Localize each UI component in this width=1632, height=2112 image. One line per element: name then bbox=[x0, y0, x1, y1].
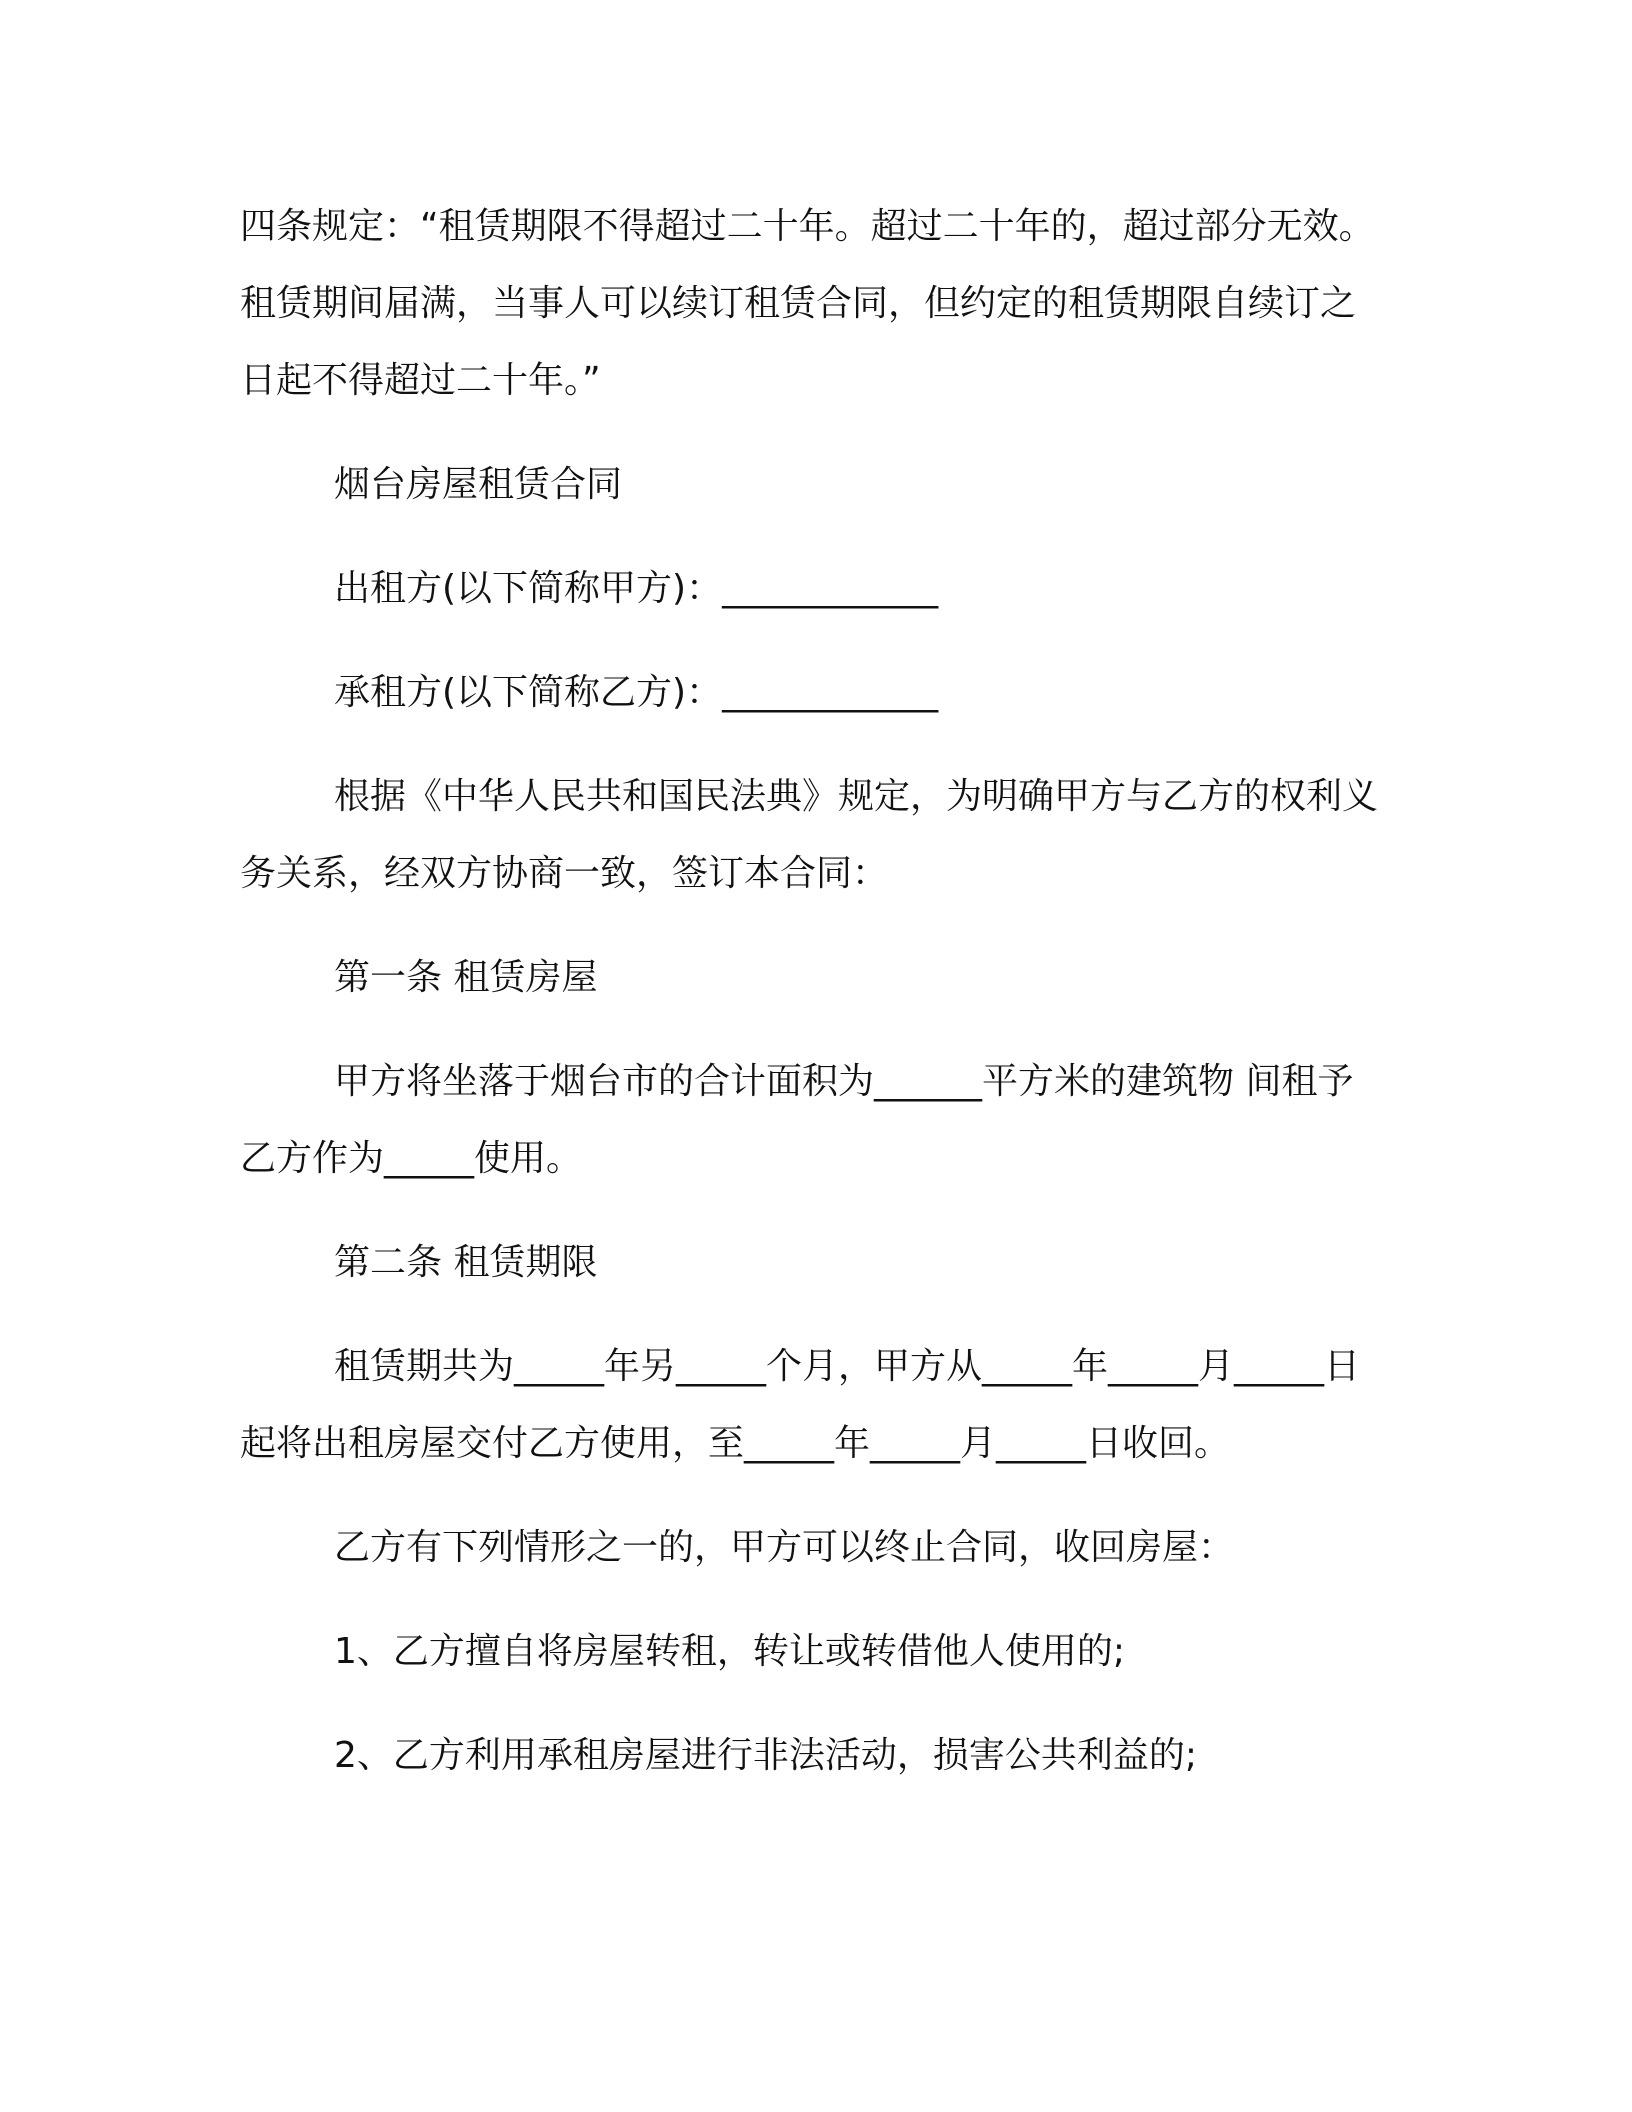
termination-conditions: 乙方有下列情形之一的，甲方可以终止合同，收回房屋： bbox=[334, 1527, 1235, 1568]
condition-item-1: 1、乙方擅自将房屋转租，转让或转借他人使用的; bbox=[334, 1631, 1126, 1672]
article-1-body: 甲方将坐落于烟台市的合计面积为______平方米的建筑物 间租予乙方作为_____使用。 bbox=[240, 1061, 1354, 1179]
article-2-heading: 第二条 租赁期限 bbox=[334, 1242, 598, 1283]
condition-item-2: 2、乙方利用承租房屋进行非法活动，损害公共利益的; bbox=[334, 1735, 1198, 1776]
lessor-line: 出租方(以下简称甲方)：____________ bbox=[334, 568, 939, 609]
lessee-line: 承租方(以下简称乙方)：____________ bbox=[334, 672, 939, 713]
article-1-heading: 第一条 租赁房屋 bbox=[334, 957, 598, 998]
article-2-body: 租赁期共为_____年另_____个月，甲方从_____年_____月_____日起将出租房屋交付乙方使用，至_____年_____月_____日收回。 bbox=[240, 1346, 1361, 1464]
paragraph-lease-term-law: 四条规定：“租赁期限不得超过二十年。超过二十年的，超过部分无效。租赁期间届满，当事人可以续订租赁合同，但约定的租赁期限自续订之日起不得超过二十年。” bbox=[240, 206, 1375, 401]
document-body bbox=[240, 188, 1380, 1821]
paragraph-basis: 根据《中华人民共和国民法典》规定，为明确甲方与乙方的权利义务关系，经双方协商一致，签订本合同： bbox=[240, 776, 1379, 894]
contract-title: 烟台房屋租赁合同 bbox=[334, 464, 623, 505]
